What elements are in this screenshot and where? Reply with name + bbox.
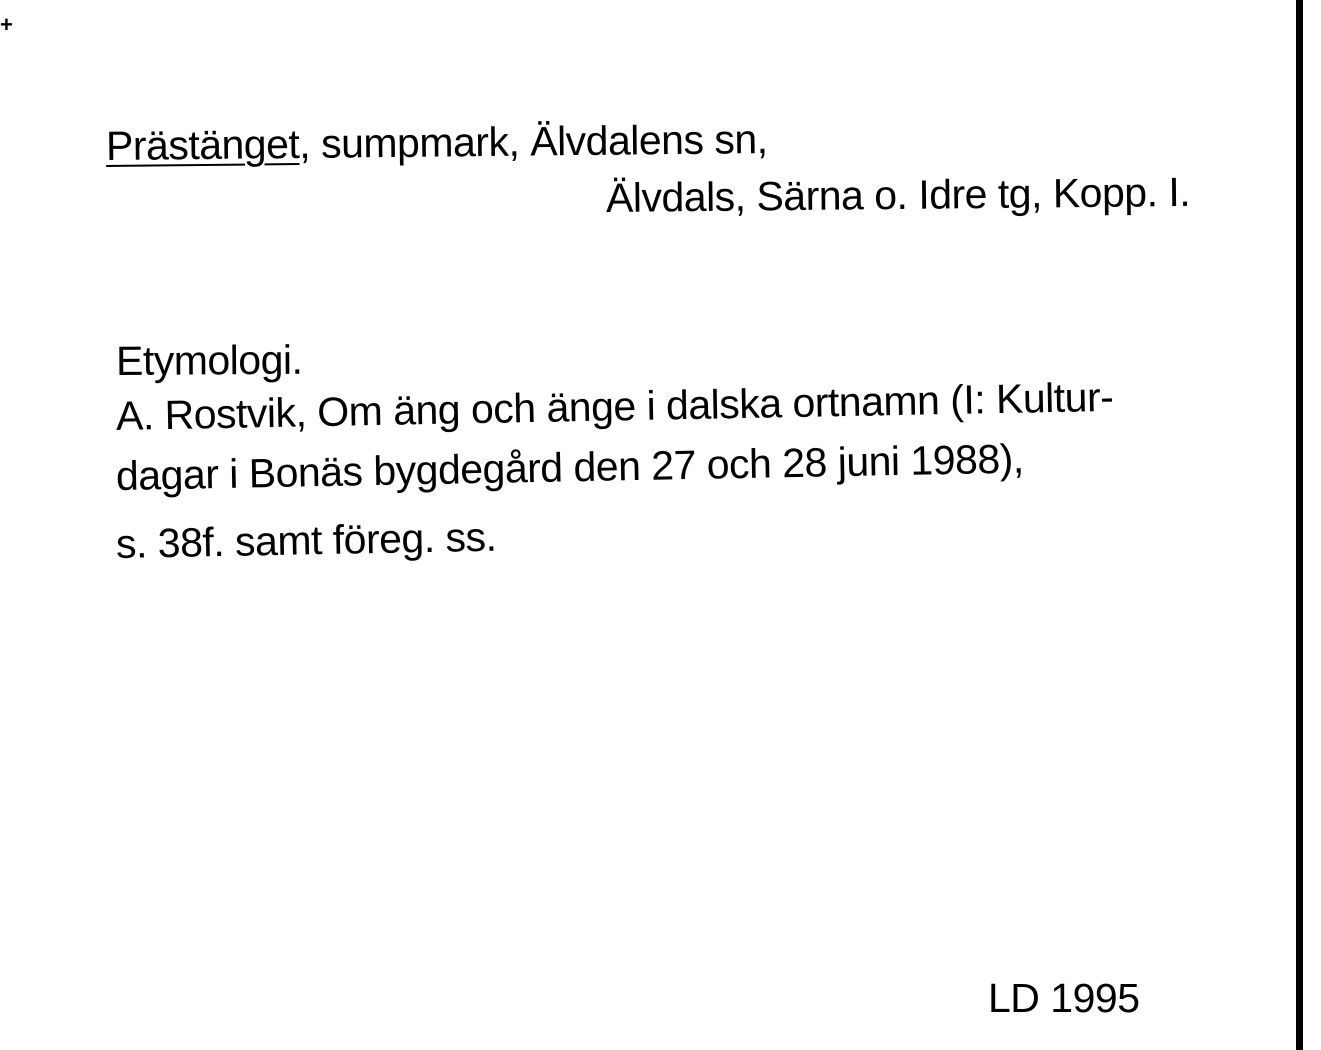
etymology-heading: Etymologi. — [115, 336, 303, 384]
entry-title-line — [105, 116, 768, 169]
signature: LD 1995 — [988, 975, 1140, 1021]
etymology-line: s. 38f. samt föreg. ss. — [115, 513, 497, 567]
card-edge-divider — [1296, 0, 1303, 1050]
etymology-line: A. Rostvik, Om äng och änge i dalska ortnamn (I: Kultur- — [115, 373, 1114, 439]
corner-mark: + — [0, 12, 13, 37]
headword: Prästänget — [105, 120, 300, 169]
headword-description: , sumpmark, Älvdalens sn, — [299, 116, 768, 167]
location-line: Älvdals, Särna o. Idre tg, Kopp. I. — [605, 168, 1191, 221]
etymology-line: dagar i Bonäs bygdegård den 27 och 28 juni 1988), — [115, 435, 1025, 499]
